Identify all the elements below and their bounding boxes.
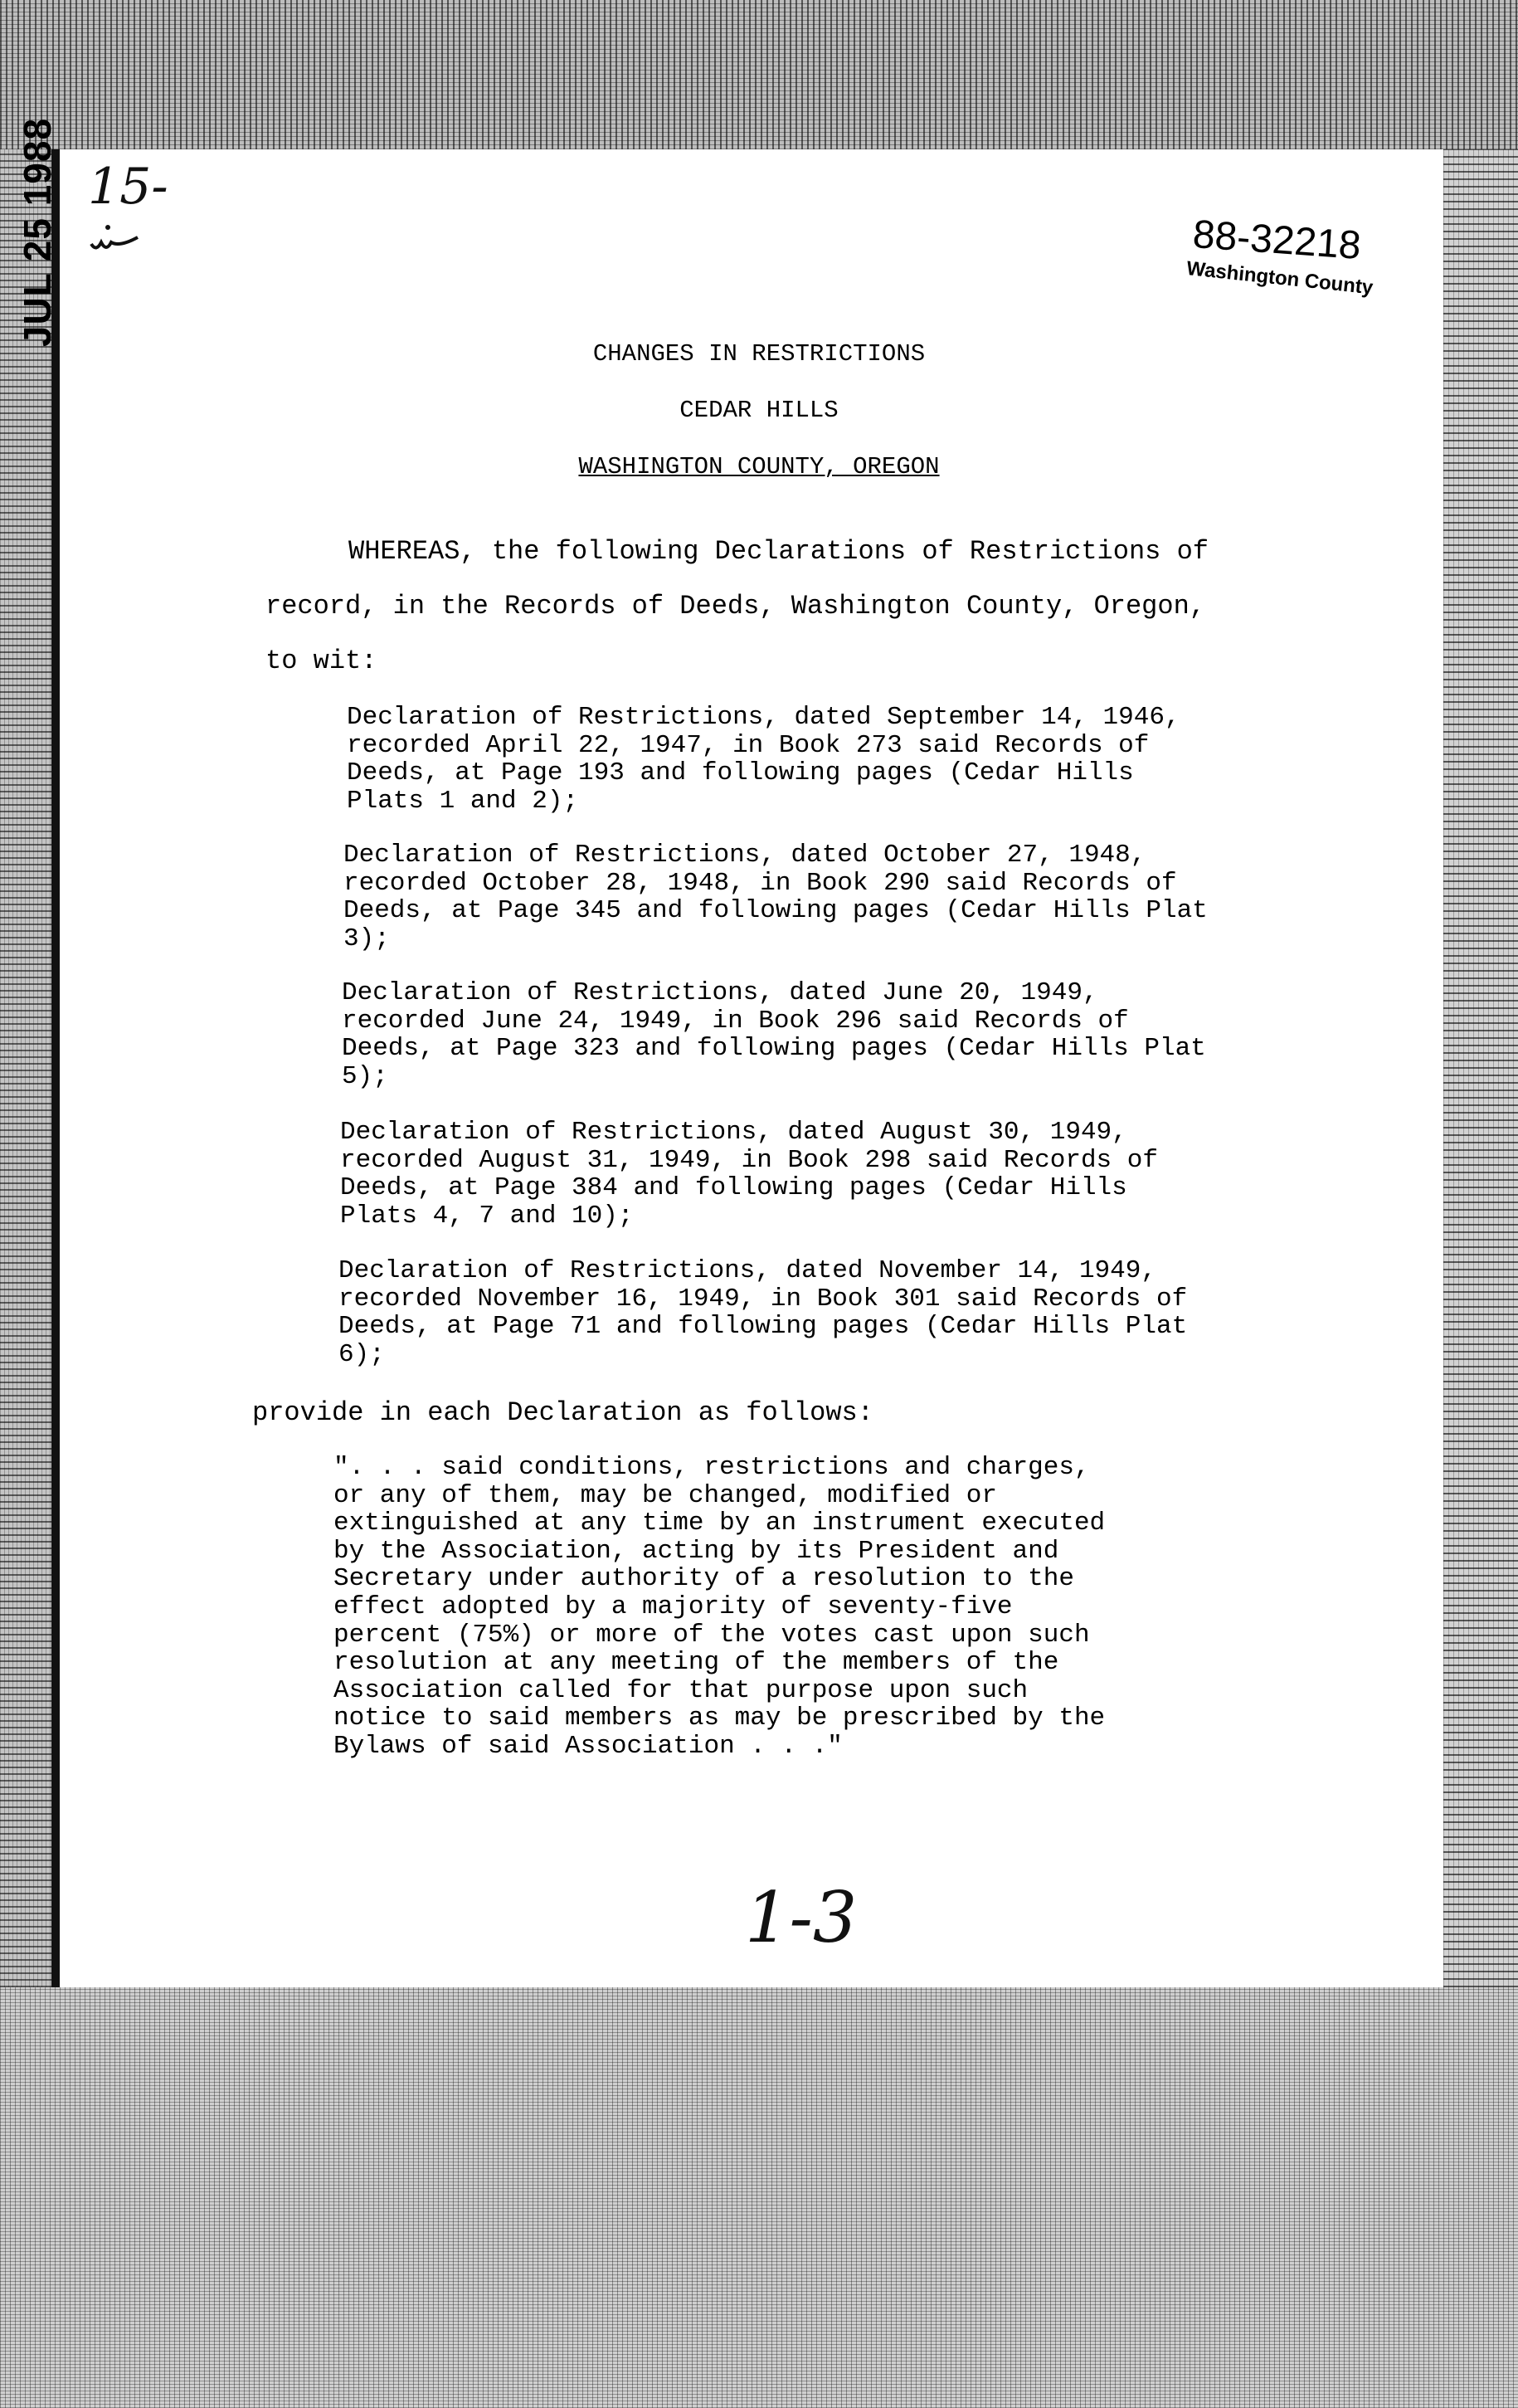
handwritten-page-number: 1-3 (745, 1877, 858, 1958)
declaration-item: Declaration of Restrictions, dated June 20, 1949, recorded June 24, 1949, in Book 296 said Records of Deeds, at Page 323 and following pages (Cedar Hills Plat 5); (342, 978, 1206, 1091)
date-stamp (8, 117, 66, 348)
county-heading: WASHINGTON COUNTY, OREGON (578, 453, 940, 480)
whereas-line-1: WHEREAS, the following Declarations of Restrictions of (348, 536, 1209, 567)
declaration-item: Declaration of Restrictions, dated November 14, 1949, recorded November 16, 1949, in Book 301 said Records of Deeds, at Page 71 and following pages (Cedar Hills Plat 6); (338, 1256, 1188, 1369)
quoted-provision: ". . . said conditions, restrictions and charges, or any of them, may be changed, modified or extinguished at any time by an instrument executed by the Association, acting by its President and Secretary under authority of a resolution to the effect adopted by a majority of seventy-five percent (75%) or more of the votes cast upon such resolution at any meeting of the members of the Association called for that purpose upon such notice to said members as may be prescribed by the Bylaws of said Association . . ." (333, 1453, 1106, 1761)
scan-noise-right (1443, 149, 1518, 1987)
handwritten-fee: 15- (88, 158, 168, 216)
recording-number: 88-32218 (1191, 212, 1363, 269)
provide-line: provide in each Declaration as follows: (252, 1397, 873, 1428)
date-stamp-text: JUL 25 1988 (16, 117, 59, 348)
scan-noise-top (0, 0, 1518, 149)
scan-noise-bottom (0, 1987, 1518, 2408)
scan-edge-bar (51, 149, 60, 1987)
declaration-item: Declaration of Restrictions, dated October 27, 1948, recorded October 28, 1948, in Book 290 said Records of Deeds, at Page 345 and following pages (Cedar Hills Plat 3); (343, 841, 1208, 953)
whereas-line-3: to wit: (265, 646, 377, 676)
declaration-item: Declaration of Restrictions, dated September 14, 1946, recorded April 22, 1947, in Book 273 said Records of Deeds, at Page 193 and following pages (Cedar Hills Plats 1 and 2); (347, 703, 1180, 816)
handwritten-initials (90, 222, 156, 256)
whereas-line-2: record, in the Records of Deeds, Washington County, Oregon, (265, 591, 1205, 621)
declaration-item: Declaration of Restrictions, dated August 30, 1949, recorded August 31, 1949, in Book 298 said Records of Deeds, at Page 384 and following pages (Cedar Hills Plats 4, 7 and 10); (340, 1118, 1158, 1231)
subdivision-name: CEDAR HILLS (679, 397, 839, 424)
recording-county: Washington County (1185, 257, 1374, 300)
document-title: CHANGES IN RESTRICTIONS (592, 340, 926, 368)
